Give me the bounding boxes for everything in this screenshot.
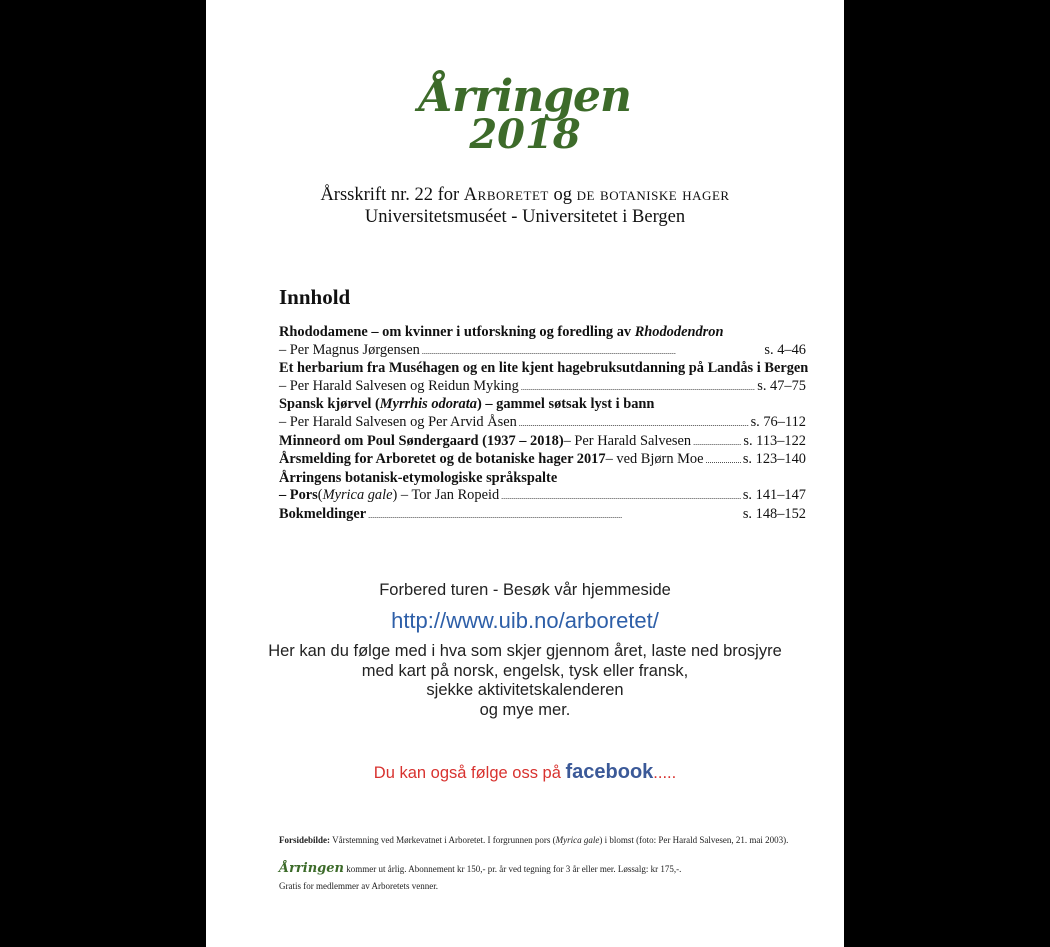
caption-italic: Myrica gale xyxy=(555,835,600,845)
toc-title-text: Minneord om Poul Søndergaard (1937 – 2018) xyxy=(279,432,564,449)
toc-entry-title xyxy=(279,396,806,414)
header-part1: Årsskrift nr. 22 for xyxy=(320,185,464,205)
toc-entry-title xyxy=(279,324,806,342)
header-line-1 xyxy=(206,184,844,206)
toc-title-text: Spansk kjørvel ( xyxy=(279,396,380,413)
facebook-text: Du kan også følge oss på xyxy=(373,764,566,782)
toc-leader xyxy=(422,342,763,361)
toc-author: – Per Harald Salvesen xyxy=(563,432,692,449)
logo-year: 2018 xyxy=(469,111,581,158)
toc-page: s. 148–152 xyxy=(742,505,806,522)
caption-label: Forsidebilde: xyxy=(279,835,330,845)
toc-page: s. 4–46 xyxy=(764,341,806,358)
toc-leader xyxy=(521,378,755,397)
publication-header xyxy=(206,184,844,228)
toc-leader xyxy=(368,506,741,525)
toc-author: – Per Harald Salvesen og Reidun Myking xyxy=(279,377,519,394)
toc-author: – ved Bjørn Moe xyxy=(605,451,704,468)
toc-entry xyxy=(279,433,806,452)
table-of-contents xyxy=(279,324,809,525)
logo-title: Årringen xyxy=(419,71,631,122)
toc-title-text: ( xyxy=(317,487,323,504)
promo-text xyxy=(206,642,844,720)
toc-entry-title: Årringens botanisk-etymologiske språkspalte xyxy=(279,469,558,486)
toc-author: – Per Harald Salvesen og Per Arvid Åsen xyxy=(279,413,517,430)
caption-text: Vårstemning ved Mørkevatnet i Arboretet. I forgrunnen pors ( xyxy=(330,835,556,845)
page xyxy=(206,0,844,947)
toc-title-text: Bokmeldinger xyxy=(279,505,367,522)
contents-title: Innhold xyxy=(279,285,351,309)
website-link[interactable]: http://www.uib.no/arboretet/ xyxy=(391,608,659,633)
header-hager: de botaniske hager xyxy=(576,185,730,205)
header-arboretet: Arboretet xyxy=(463,185,549,205)
toc-title-text: ) – gammel søtsak lyst i bann xyxy=(476,396,655,413)
subscription-text: kommer ut årlig. Abonnement kr 150,- pr. år ved tegning for 3 år eller mer. Løssalg: kr 175,-. xyxy=(344,864,682,874)
promo-heading: Forbered turen - Besøk vår hjemmeside xyxy=(379,581,671,599)
facebook-dots: ..... xyxy=(653,764,677,782)
toc-title-text: Årsmelding for Arboretet og de botaniske hager 2017 xyxy=(279,451,606,468)
toc-title-italic: Myrica gale xyxy=(322,487,393,504)
toc-entry-author xyxy=(279,487,806,506)
toc-title-italic: Myrrhis odorata xyxy=(379,396,477,413)
toc-leader xyxy=(501,487,741,506)
promo-line: Her kan du følge med i hva som skjer gjennom året, laste ned brosjyre xyxy=(268,642,782,660)
toc-leader xyxy=(693,433,741,452)
facebook-line xyxy=(206,761,844,784)
toc-author: – Per Magnus Jørgensen xyxy=(279,341,420,358)
toc-leader xyxy=(706,451,741,470)
toc-author: ) – Tor Jan Ropeid xyxy=(392,487,500,504)
toc-title-text: – Pors xyxy=(279,487,318,504)
promo-line: og mye mer. xyxy=(479,700,571,719)
subscription-info xyxy=(279,861,681,876)
small-logo: Årringen xyxy=(279,861,344,876)
toc-page: s. 141–147 xyxy=(742,487,806,504)
toc-entry xyxy=(279,506,806,525)
toc-page: s. 113–122 xyxy=(743,432,806,449)
toc-leader xyxy=(519,414,749,433)
header-line-2: Universitetsmuséet - Universitetet i Bergen xyxy=(364,207,686,227)
promo-line: sjekke aktivitetskalenderen xyxy=(426,681,624,699)
caption-text: ) i blomst (foto: Per Harald Salvesen, 21. mai 2003). xyxy=(599,835,789,845)
toc-entry-author xyxy=(279,414,806,433)
toc-entry-author xyxy=(279,342,806,361)
toc-entry-title: Et herbarium fra Muséhagen og en lite kjent hagebruksutdanning på Landås i Bergen xyxy=(279,360,809,377)
header-og: og xyxy=(548,185,577,205)
toc-title-text: Rhododamene – om kvinner i utforskning og foredling av xyxy=(279,324,635,340)
toc-page: s. 76–112 xyxy=(750,413,806,430)
toc-page: s. 47–75 xyxy=(757,377,806,394)
toc-entry xyxy=(279,451,806,470)
toc-page: s. 123–140 xyxy=(742,451,806,468)
toc-title-italic: Rhododendron xyxy=(634,324,724,340)
toc-entry-author xyxy=(279,378,806,397)
promo-line: med kart på norsk, engelsk, tysk eller fransk, xyxy=(361,661,689,680)
gratis-info: Gratis for medlemmer av Arboretets venner. xyxy=(279,881,438,891)
arringen-logo xyxy=(206,71,844,158)
facebook-link[interactable]: facebook xyxy=(565,761,654,783)
cover-caption xyxy=(279,835,788,845)
